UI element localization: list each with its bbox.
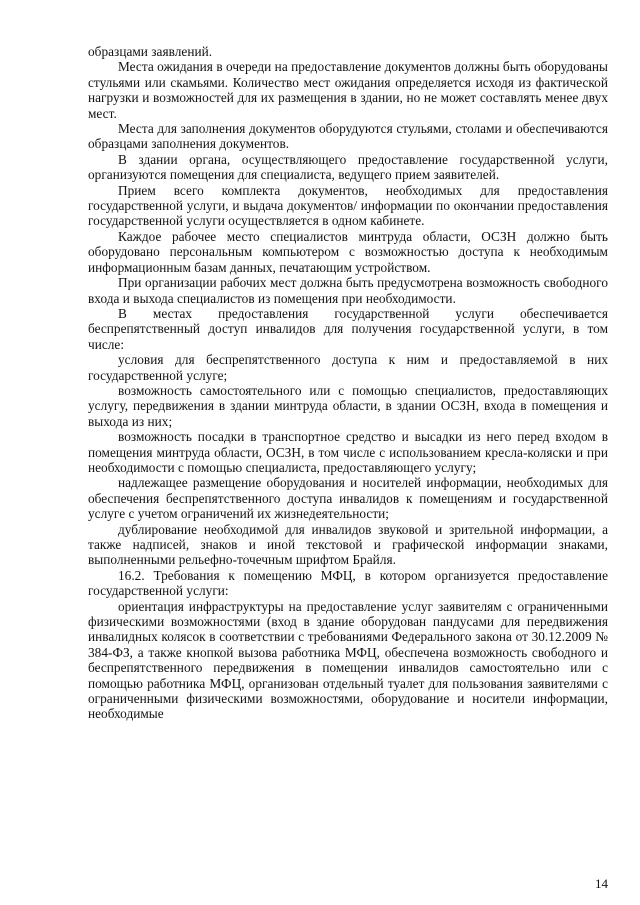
paragraph: Прием всего комплекта документов, необходимых для предоставления государственной услуги, и выдача документов/ информации по окончании предоставления государственной услуги осуществляется в одном кабинете. [88,182,608,229]
body-text [88,44,608,722]
paragraph: 16.2. Требования к помещению МФЦ, в котором организуется предоставление государственной услуги: [88,567,608,599]
paragraph: Места ожидания в очереди на предоставление документов должны быть оборудованы стульями или скамьями. Количество мест ожидания определяется исходя из фактической нагрузки и возможностей для их размещения в здании, но не может составлять менее двух мест. [88,59,608,121]
paragraph: ориентация инфраструктуры на предоставление услуг заявителям с ограниченными физическими возможностями (вход в здание оборудован пандусами для передвижения инвалидных колясок в соответствии с требованиями Федерального закона от 30.12.2009 № 384-ФЗ, а также кнопкой вызова работника МФЦ, обеспечена возможность свободного и беспрепятственного передвижения в помещении инвалидов самостоятельно или с помощью работника МФЦ, организован отдельный туалет для пользования заявителями с ограниченными физическими возможностями, оборудование и носители информации, необходимые [88,598,608,722]
paragraph: возможность самостоятельного или с помощью специалистов, предоставляющих услугу, передвижения в здании минтруда области, в здании ОСЗН, входа в помещения и выхода из них; [88,382,608,429]
paragraph: возможность посадки в транспортное средство и высадки из него перед входом в помещения минтруда области, ОСЗН, в том числе с использованием кресла-коляски и при необходимости с помощью специалиста, предоставляющего услугу; [88,429,608,475]
paragraph: В местах предоставления государственной услуги обеспечивается беспрепятственный доступ инвалидов для получения государственной услуги, в том числе: [88,305,608,352]
page-number: 14 [595,876,608,891]
paragraph: В здании органа, осуществляющего предоставление государственной услуги, организуются помещения для специалиста, ведущего прием заявителей. [88,151,608,183]
paragraph: надлежащее размещение оборудования и носителей информации, необходимых для обеспечения беспрепятственного доступа инвалидов к помещениям и государственной услуге с учетом ограничений их жизнедеятельности; [88,475,608,522]
paragraph: дублирование необходимой для инвалидов звуковой и зрительной информации, а также надписей, знаков и иной текстовой и графической информации знаками, выполненными рельефно-точечным шрифтом Брайля. [88,521,608,568]
paragraph: образцами заявлений. [88,44,213,59]
paragraph: При организации рабочих мест должна быть предусмотрена возможность свободного входа и выхода специалистов из помещения при необходимости. [88,275,608,306]
paragraph: Места для заполнения документов оборудуются стульями, столами и обеспечиваются образцами заполнения документов. [88,121,608,152]
paragraph: Каждое рабочее место специалистов минтруда области, ОСЗН должно быть оборудовано персональным компьютером с возможностью доступа к необходимым информационным базам данных, печатающим устройством. [88,228,608,275]
paragraph: условия для беспрепятственного доступа к ним и предоставляемой в них государственной услуге; [88,352,608,383]
